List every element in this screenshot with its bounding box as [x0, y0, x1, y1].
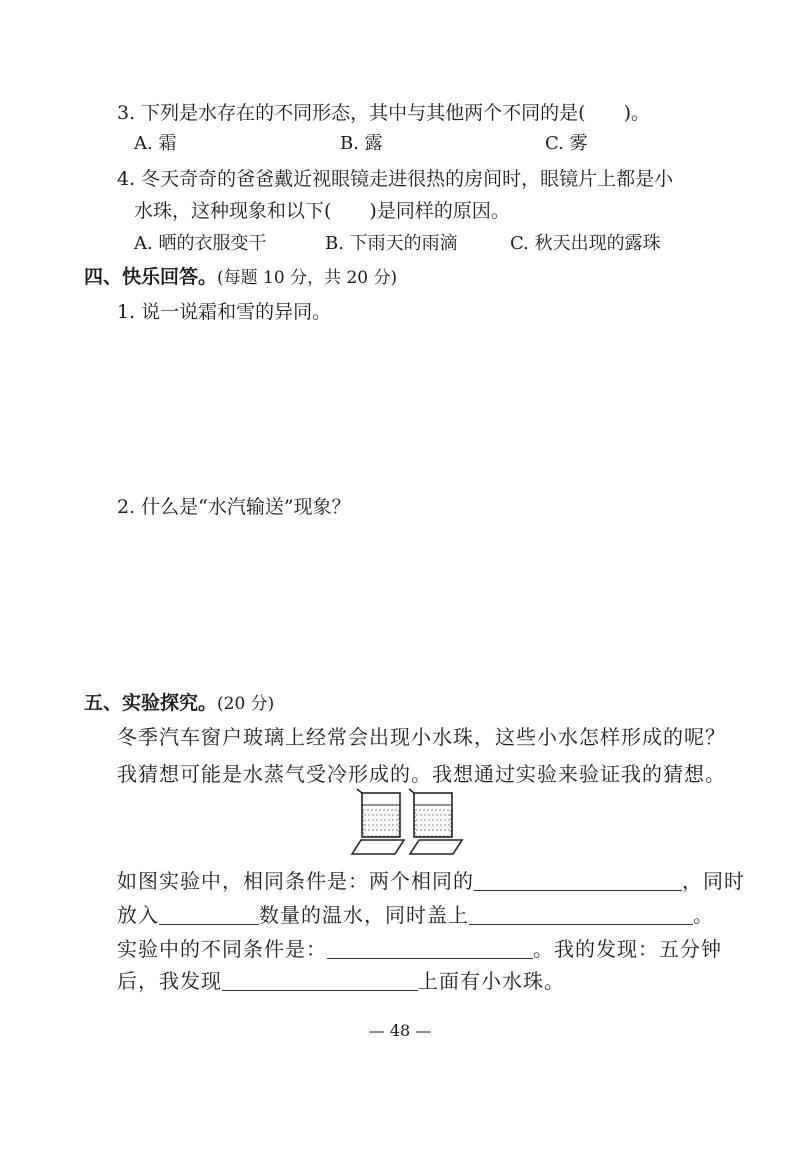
q3-stem [117, 100, 650, 126]
fill-line1-text: 如图实验中，相同条件是：两个相同的 [117, 869, 474, 893]
q3-stem-text: 3. 下列是水存在的不同形态，其中与其他两个不同的是( [117, 102, 586, 124]
section5-heading [84, 690, 274, 717]
q4-option-a: A. 晒的衣服变干 [134, 233, 267, 254]
experiment-illustration [348, 784, 468, 860]
fill-line3-text: 实验中的不同条件是： [117, 937, 327, 961]
glass-plate-left [352, 840, 404, 854]
section5-para-line2: 我猜想可能是水蒸气受冷形成的。我想通过实验来验证我的猜想。 [117, 762, 726, 786]
q4-line2 [134, 198, 510, 224]
q3-option-c: C. 雾 [545, 133, 588, 154]
blank-finding[interactable] [222, 970, 418, 991]
blank-water-amount[interactable] [159, 904, 259, 925]
q3-option-b: B. 露 [340, 133, 383, 154]
q3-stem-end: )。 [623, 102, 651, 124]
glass-plate-right [410, 840, 462, 854]
blank-different-condition[interactable] [327, 938, 533, 959]
q3-option-a: A. 霜 [134, 133, 177, 154]
q4-option-c: C. 秋天出现的露珠 [510, 233, 661, 254]
beaker-right [409, 789, 452, 837]
fill-line2-mid: 数量的温水，同时盖上 [259, 903, 469, 927]
fill-line2-end: 。 [693, 903, 714, 927]
beaker-left [357, 789, 400, 837]
q4-option-b: B. 下雨天的雨滴 [325, 233, 458, 254]
q4-line2-text: 水珠，这种现象和以下( [134, 200, 332, 222]
fill-line1 [117, 868, 745, 894]
fill-line1-end: ，同时 [682, 869, 745, 893]
blank-same-container[interactable] [474, 870, 682, 891]
fill-line3 [117, 936, 722, 962]
fill-line4 [117, 968, 565, 994]
section5-score: (20 分) [217, 694, 275, 714]
fill-line2 [117, 902, 714, 928]
section5-para-line1: 冬季汽车窗户玻璃上经常会出现小水珠，这些小水怎样形成的呢？ [117, 725, 726, 749]
section5-title: 五、实验探究。 [84, 692, 218, 714]
fill-line4-text: 后，我发现 [117, 969, 222, 993]
fill-line4-end: 上面有小水珠。 [418, 969, 565, 993]
fill-line3-end: 。我的发现：五分钟 [533, 937, 722, 961]
q4-line2-end: )是同样的原因。 [369, 200, 510, 222]
blank-cover[interactable] [469, 904, 693, 925]
section4-q2: 2. 什么是“水汽输送”现象？ [117, 496, 351, 518]
section4-q1: 1. 说一说霜和雪的异同。 [117, 301, 332, 323]
q4-line1: 4. 冬天奇奇的爸爸戴近视眼镜走进很热的房间时，眼镜片上都是小 [117, 168, 674, 190]
fill-line2-text: 放入 [117, 903, 159, 927]
section4-score: (每题 10 分，共 20 分) [217, 268, 398, 288]
page-number: — 48 — [368, 1021, 432, 1040]
section4-title: 四、快乐回答。 [84, 266, 218, 288]
section4-heading [84, 264, 397, 291]
